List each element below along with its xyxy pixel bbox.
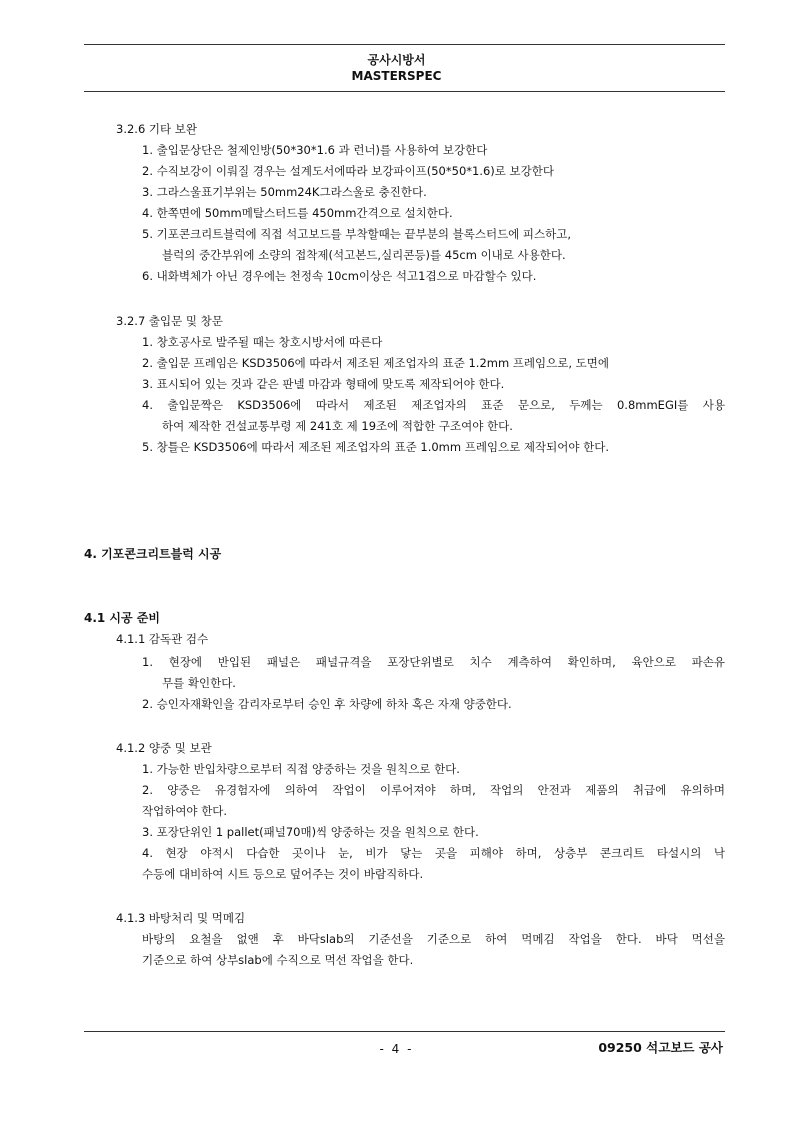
list-item: 2. 승인자재확인을 감리자로부터 승인 후 차량에 하차 혹은 자재 양중한다. (142, 697, 512, 711)
footer-document-title: 09250 석고보드 공사 (598, 1040, 723, 1055)
header-top-rule (84, 44, 725, 45)
list-item: 1. 가능한 반입차량으로부터 직접 양중하는 것을 원칙으로 한다. (142, 762, 460, 776)
list-item-continuation: 수등에 대비하여 시트 등으로 덮어주는 것이 바람직하다. (142, 867, 424, 881)
list-item: 4. 출입문짝은 KSD3506에 따라서 제조된 제조업자의 표준 문으로, 두께는 0.8mmEGI를 사용 (142, 398, 725, 412)
section-4-1-heading: 4.1 시공 준비 (84, 611, 160, 625)
section-4-1-1-title: 4.1.1 감독관 검수 (116, 632, 209, 646)
list-item: 1. 현장에 반입된 패널은 패널규격을 포장단위별로 치수 계측하여 확인하며, 육안으로 파손유 (142, 655, 725, 669)
list-item: 5. 창틀은 KSD3506에 따라서 제조된 제조업자의 표준 1.0mm 프레임으로 제작되어야 한다. (142, 440, 609, 454)
paragraph-line: 바탕의 요철을 없앤 후 바닥slab의 기준선을 기준으로 하여 먹메김 작업을 한다. 바닥 먹선을 (142, 932, 725, 946)
page-number: - 4 - (379, 1042, 414, 1056)
list-item: 1. 출입문상단은 철제인방(50*30*1.6 과 런너)를 사용하여 보강한다 (142, 143, 488, 157)
list-item: 2. 출입문 프레임은 KSD3506에 따라서 제조된 제조업자의 표준 1.2mm 프레임으로, 도면에 (142, 356, 609, 370)
list-item: 5. 기포콘크리트블럭에 직접 석고보드를 부착할때는 끝부분의 블록스터드에 피스하고, (142, 227, 572, 241)
section-4-1-2-title: 4.1.2 양중 및 보관 (116, 741, 212, 755)
header-subtitle: MASTERSPEC (351, 69, 442, 83)
chapter-4-heading: 4. 기포콘크리트블럭 시공 (84, 547, 222, 561)
list-item-continuation: 블럭의 중간부위에 소량의 접착제(석고본드,실리콘등)를 45cm 이내로 사용한다. (162, 248, 566, 262)
list-item: 3. 포장단위인 1 pallet(패널70매)씩 양중하는 것을 원칙으로 한다. (142, 825, 479, 839)
list-item: 3. 표시되어 있는 것과 같은 판넬 마감과 형태에 맞도록 제작되어야 한다. (142, 377, 505, 391)
header-title: 공사시방서 (367, 53, 426, 67)
list-item: 2. 수직보강이 이뤄질 경우는 설계도서에따라 보강파이프(50*50*1.6)로 보강한다 (142, 164, 554, 178)
footer-rule (84, 1031, 725, 1032)
list-item: 4. 한쪽면에 50mm메탈스터드를 450mm간격으로 설치한다. (142, 206, 453, 220)
list-item-continuation: 무를 확인한다. (162, 676, 236, 690)
list-item: 1. 창호공사로 발주될 때는 창호시방서에 따른다 (142, 335, 383, 349)
list-item: 3. 그라스울표기부위는 50mm24K그라스울로 충진한다. (142, 185, 427, 199)
section-4-1-3-title: 4.1.3 바탕처리 및 먹메김 (116, 911, 246, 925)
list-item-continuation: 작업하여야 한다. (142, 804, 228, 818)
list-item: 6. 내화벽체가 아닌 경우에는 천정속 10cm이상은 석고1겹으로 마감할수 있다. (142, 269, 537, 283)
list-item-continuation: 하여 제작한 건설교통부령 제 241호 제 19조에 적합한 구조여야 한다. (162, 419, 513, 433)
section-3-2-7-title: 3.2.7 출입문 및 창문 (116, 314, 223, 328)
list-item: 4. 현장 야적시 다습한 곳이나 눈, 비가 닿는 곳을 피해야 하며, 상층부 콘크리트 타설시의 낙 (142, 846, 725, 860)
section-3-2-6-title: 3.2.6 기타 보완 (116, 122, 198, 136)
header-bottom-rule (84, 91, 725, 92)
paragraph-line: 기준으로 하여 상부slab에 수직으로 먹선 작업을 한다. (142, 953, 414, 967)
list-item: 2. 양중은 유경험자에 의하여 작업이 이루어져야 하며, 작업의 안전과 제품의 취급에 유의하며 (142, 783, 725, 797)
